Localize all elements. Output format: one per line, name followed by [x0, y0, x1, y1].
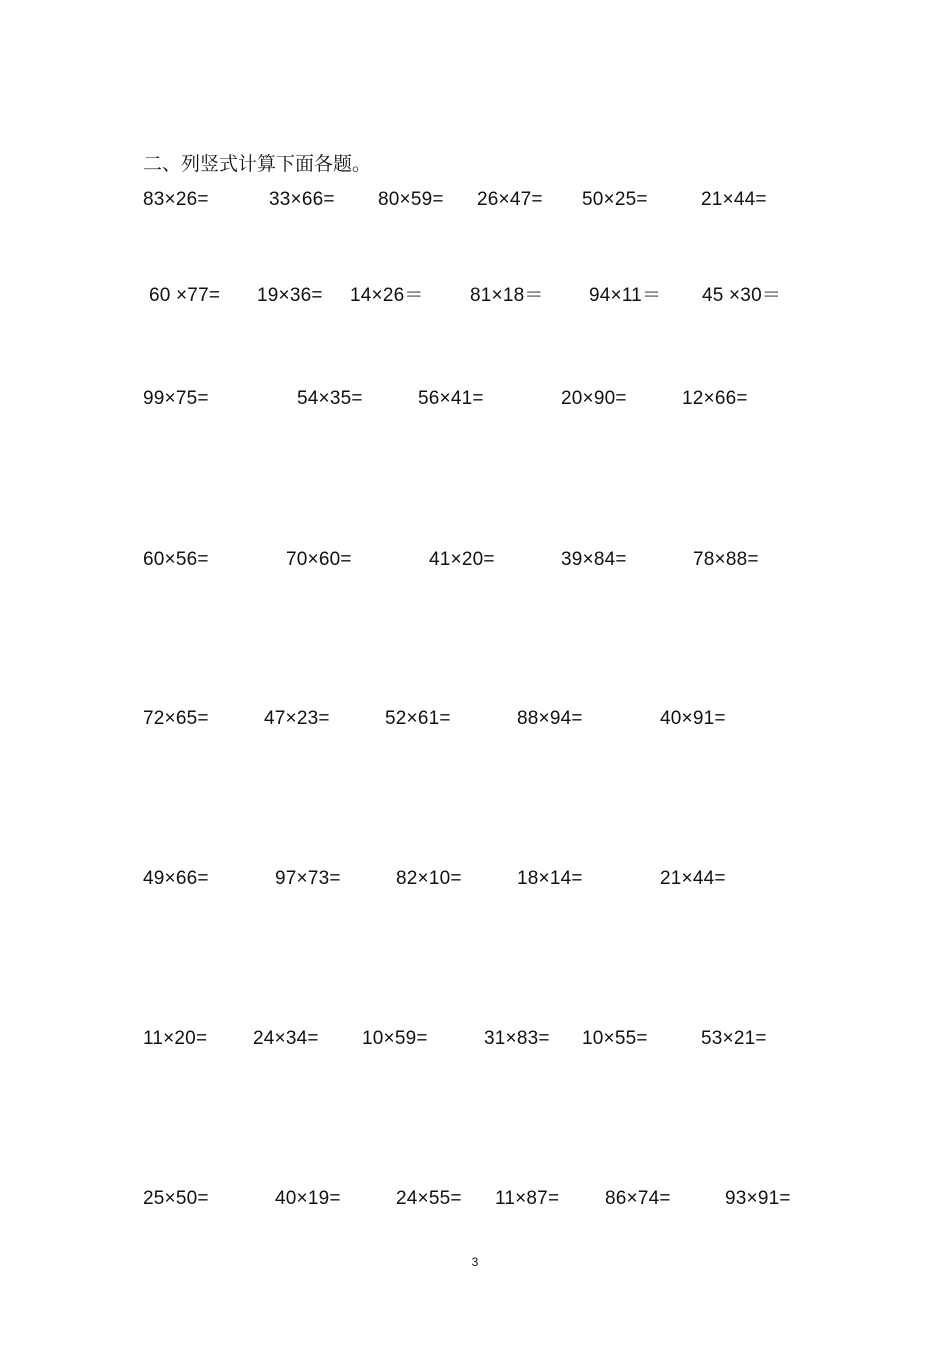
- problem: 82×10=: [396, 868, 462, 889]
- problem: 88×94=: [517, 708, 583, 729]
- page-number: 3: [471, 1255, 479, 1269]
- problem-row-5: [0, 706, 950, 732]
- problem: 56×41=: [418, 388, 484, 409]
- problem: 19×36=: [257, 285, 323, 306]
- problem: 52×61=: [385, 708, 451, 729]
- problem: 99×75=: [143, 388, 209, 409]
- problem: 39×84=: [561, 549, 627, 570]
- problem: 60 ×77=: [149, 285, 221, 306]
- problem: 20×90=: [561, 388, 627, 409]
- problem: 31×83=: [484, 1028, 550, 1049]
- problem: 33×66=: [269, 189, 335, 210]
- problem: 60×56=: [143, 549, 209, 570]
- problem: 24×34=: [253, 1028, 319, 1049]
- problem: 93×91=: [725, 1188, 791, 1209]
- problem: 10×55=: [582, 1028, 648, 1049]
- problem: 45 ×30＝: [702, 285, 782, 306]
- problem: 50×25=: [582, 189, 648, 210]
- problem: 86×74=: [605, 1188, 671, 1209]
- problem-row-1: [0, 187, 950, 213]
- problem-row-2: [0, 283, 950, 309]
- problem: 81×18＝: [470, 285, 544, 306]
- problem: 21×44=: [701, 189, 767, 210]
- problem: 47×23=: [264, 708, 330, 729]
- problem: 21×44=: [660, 868, 726, 889]
- problem: 18×14=: [517, 868, 583, 889]
- problem: 25×50=: [143, 1188, 209, 1209]
- problem: 12×66=: [682, 388, 748, 409]
- problem: 54×35=: [297, 388, 363, 409]
- problem: 40×19=: [275, 1188, 341, 1209]
- problem: 41×20=: [429, 549, 495, 570]
- problem: 78×88=: [693, 549, 759, 570]
- problem: 72×65=: [143, 708, 209, 729]
- problem-row-7: [0, 1026, 950, 1052]
- problem-row-6: [0, 866, 950, 892]
- problem: 97×73=: [275, 868, 341, 889]
- problem: 24×55=: [396, 1188, 462, 1209]
- problem: 83×26=: [143, 189, 209, 210]
- problem-row-3: [0, 386, 950, 412]
- problem: 11×87=: [495, 1188, 560, 1209]
- problem-row-8: [0, 1186, 950, 1212]
- problem: 14×26＝: [350, 285, 424, 306]
- problem: 80×59=: [378, 189, 444, 210]
- problem: 40×91=: [660, 708, 726, 729]
- problem: 10×59=: [362, 1028, 428, 1049]
- problem: 70×60=: [286, 549, 352, 570]
- problem-row-4: [0, 547, 950, 573]
- problem: 11×20=: [143, 1028, 208, 1049]
- section-title: 二、列竖式计算下面各题。: [143, 153, 372, 175]
- problem: 94×11＝: [589, 285, 662, 306]
- problem: 26×47=: [477, 189, 543, 210]
- problem: 49×66=: [143, 868, 209, 889]
- problem: 53×21=: [701, 1028, 767, 1049]
